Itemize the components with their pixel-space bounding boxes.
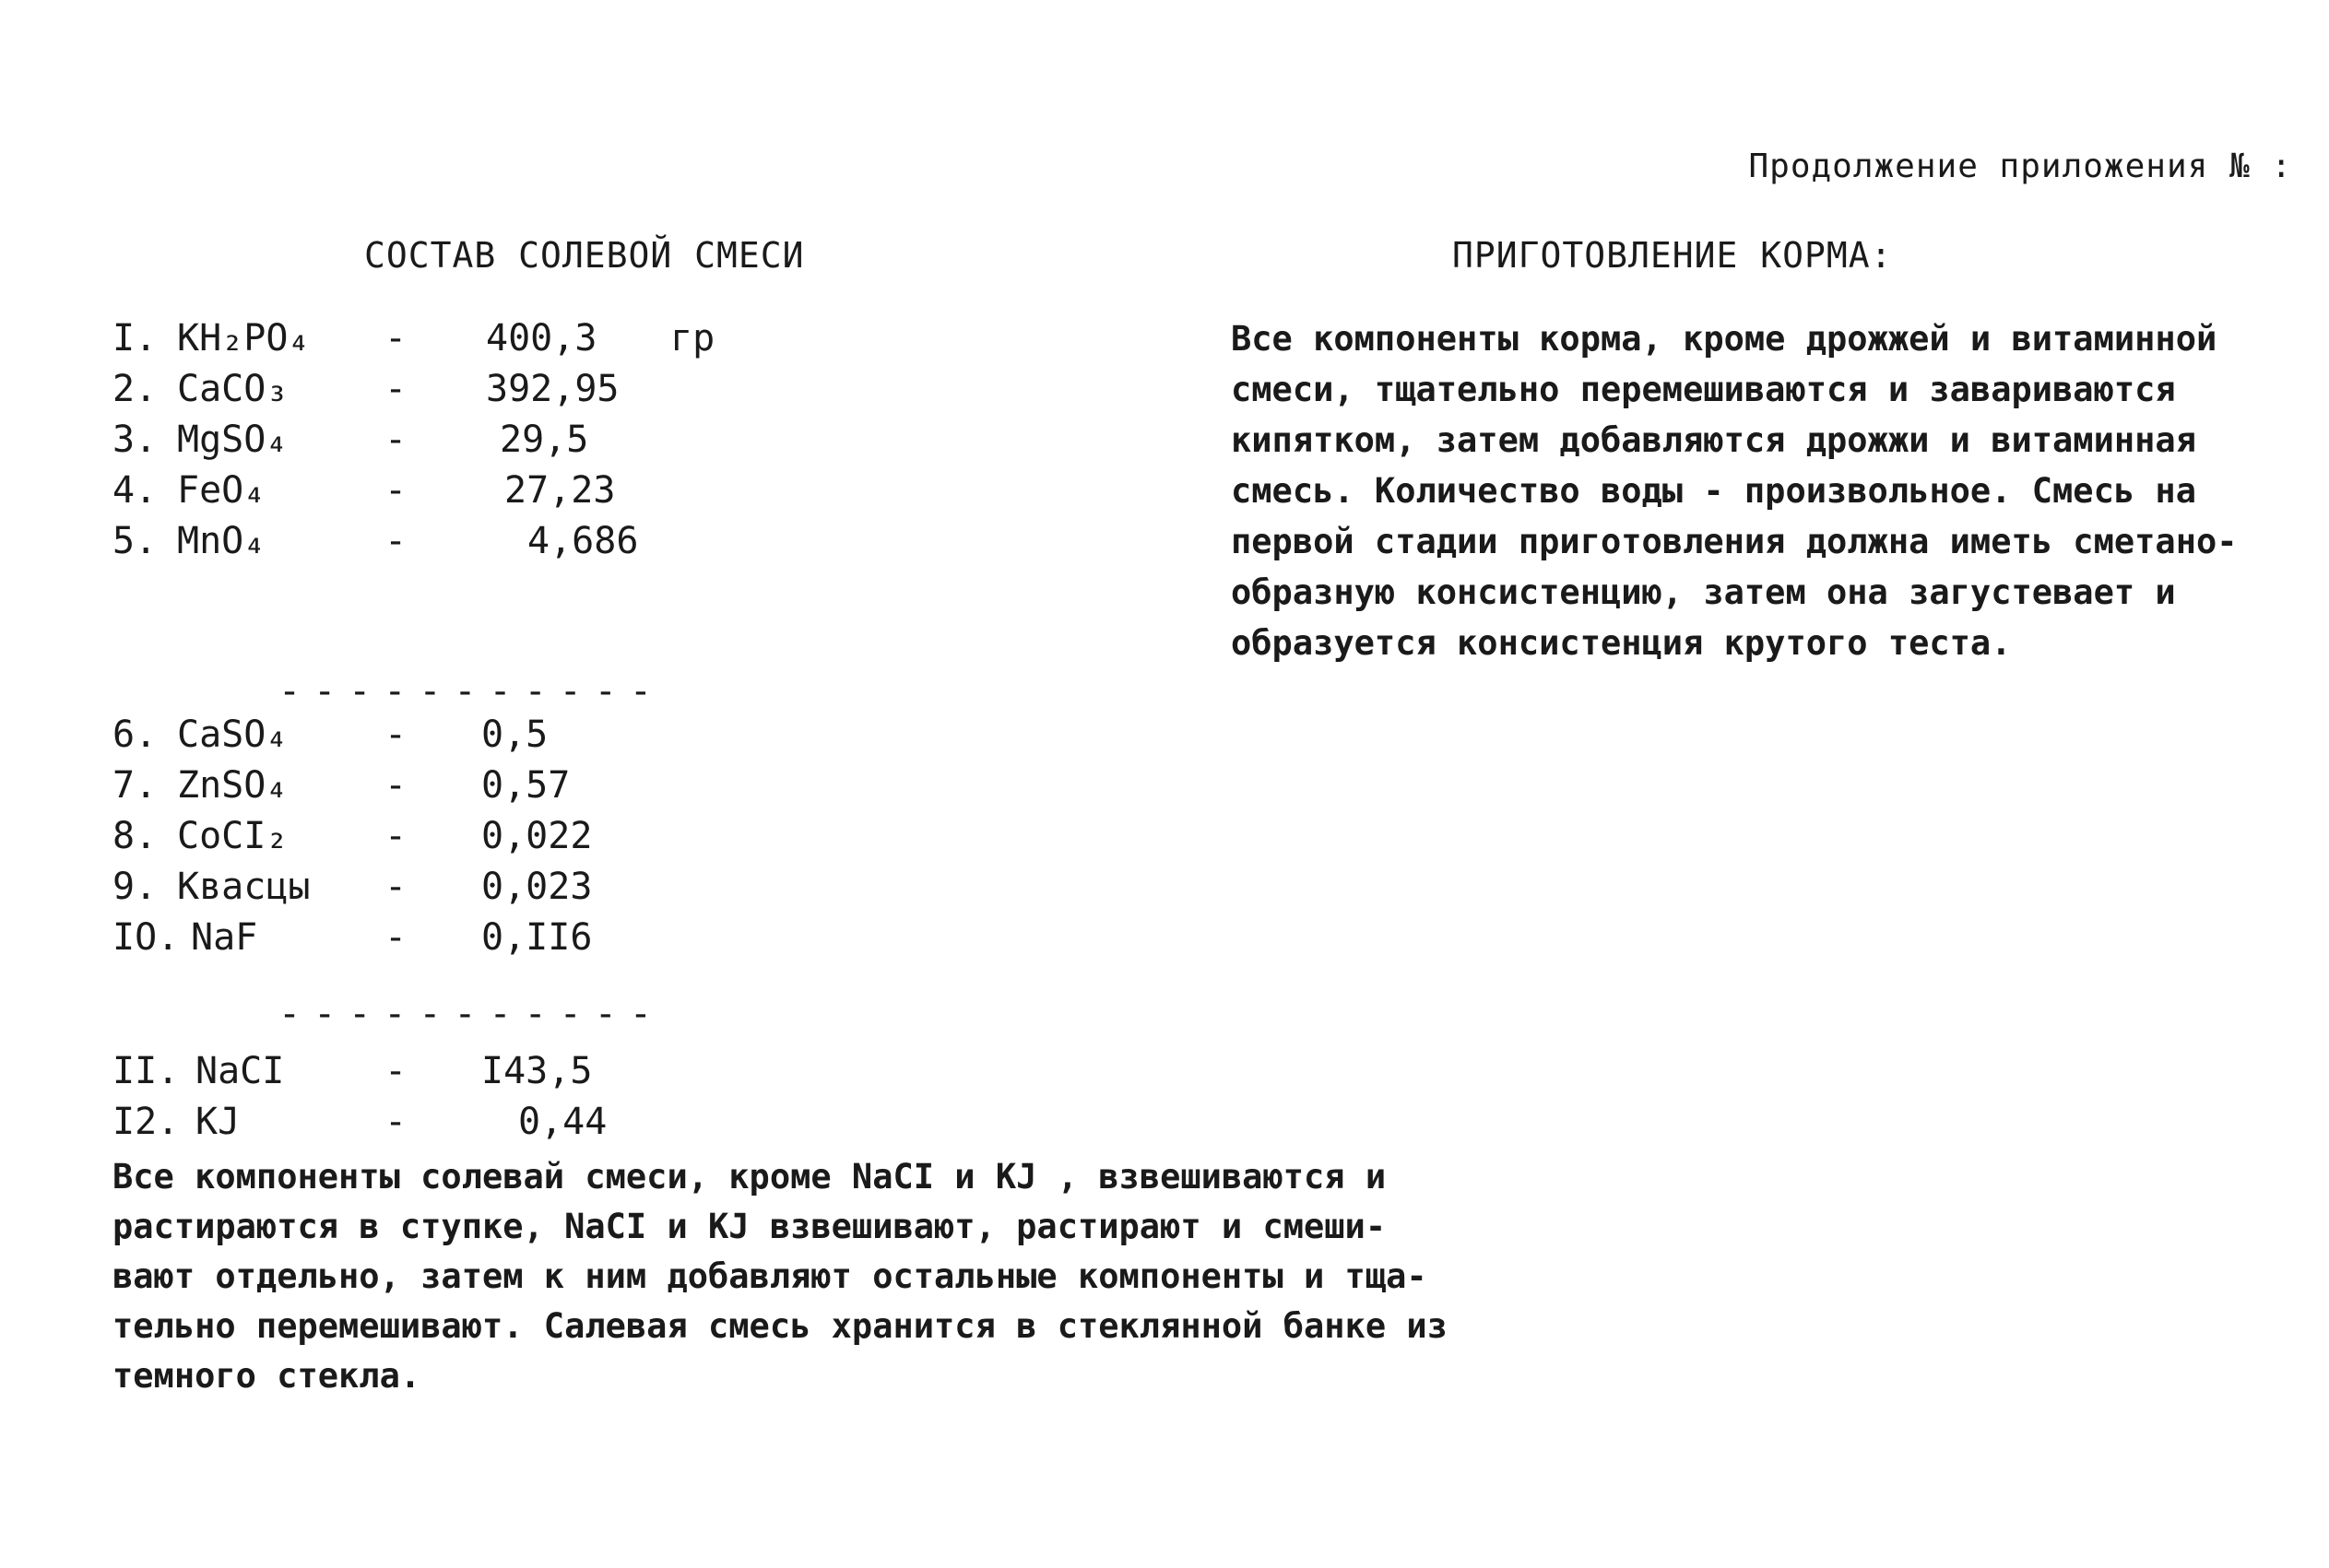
feed-line: первой стадии приготовления должна иметь сметано- [1231, 522, 2238, 561]
item-dash: - [384, 1101, 408, 1143]
salt-item [112, 466, 942, 516]
divider-line: ----------- [278, 993, 665, 1035]
item-number: 9. [112, 866, 158, 908]
salt-item [112, 811, 942, 862]
item-number: 2. [112, 368, 158, 410]
item-formula: KJ [195, 1101, 241, 1143]
item-quantity: 0,II6 [481, 916, 593, 959]
item-quantity: 27,23 [504, 469, 616, 512]
item-dash: - [384, 317, 408, 360]
feed-prep-title: ПРИГОТОВЛЕНИЕ КОРМА: [1452, 235, 1893, 276]
item-formula: MgSO₄ [177, 419, 289, 461]
item-dash: - [384, 866, 408, 908]
salt-item [112, 710, 942, 760]
salt-mix-title: СОСТАВ СОЛЕВОЙ СМЕСИ [364, 235, 805, 276]
item-formula: CaSO₄ [177, 713, 289, 756]
item-formula: NaCI [195, 1050, 285, 1092]
item-number: 8. [112, 815, 158, 857]
item-formula: FeO₄ [177, 469, 266, 512]
feed-line: образуется консистенция крутого теста. [1231, 623, 2012, 663]
item-number: II. [112, 1050, 180, 1092]
item-dash: - [384, 469, 408, 512]
item-number: 6. [112, 713, 158, 756]
salt-item [112, 516, 942, 567]
item-number: I2. [112, 1101, 180, 1143]
item-quantity: 4,686 [527, 520, 639, 562]
note-line: тельно перемешивают. Салевая смесь хранится в стеклянной банке из [112, 1306, 1448, 1346]
item-dash: - [384, 764, 408, 807]
feed-line: кипятком, затем добавляются дрожжи и витаминная [1231, 420, 2196, 460]
note-line: Все компоненты солевай смеси, кроме NaCI и KJ , взвешиваются и [112, 1157, 1387, 1197]
feed-line: смеси, тщательно перемешиваются и завариваются [1231, 370, 2176, 409]
item-number: IO. [112, 916, 180, 959]
salt-item [112, 415, 942, 466]
item-quantity: 0,44 [518, 1101, 608, 1143]
salt-item [112, 760, 942, 811]
item-formula: Квасцы [177, 866, 311, 908]
note-line: растираются в ступке, NaCI и KJ взвешивают, растирают и смеши- [112, 1207, 1387, 1246]
item-dash: - [384, 419, 408, 461]
item-formula: KH₂PO₄ [177, 317, 311, 360]
item-quantity: 0,022 [481, 815, 593, 857]
salt-item [112, 313, 942, 364]
item-dash: - [384, 1050, 408, 1092]
item-dash: - [384, 815, 408, 857]
item-quantity: I43,5 [481, 1050, 593, 1092]
item-dash: - [384, 713, 408, 756]
item-dash: - [384, 916, 408, 959]
salt-mix-instructions [112, 1152, 1459, 1401]
item-formula: NaF [191, 916, 258, 959]
item-formula: MnO₄ [177, 520, 266, 562]
item-formula: ZnSO₄ [177, 764, 289, 807]
item-quantity: 0,023 [481, 866, 593, 908]
feed-line: образную консистенцию, затем она загустевает и [1231, 572, 2176, 612]
divider-line: ----------- [278, 670, 665, 713]
note-line: темного стекла. [112, 1356, 421, 1396]
salt-item [112, 1097, 942, 1148]
item-dash: - [384, 368, 408, 410]
salt-item [112, 364, 942, 415]
item-number: I. [112, 317, 158, 360]
feed-prep-text [1231, 313, 2254, 668]
salt-item [112, 862, 942, 913]
note-line: вают отдельно, затем к ним добавляют остальные компоненты и тща- [112, 1256, 1427, 1296]
feed-line: смесь. Количество воды - произвольное. Смесь на [1231, 471, 2196, 511]
item-number: 3. [112, 419, 158, 461]
item-formula: CoCI₂ [177, 815, 289, 857]
item-quantity: 400,3 [486, 317, 597, 360]
feed-line: Все компоненты корма, кроме дрожжей и витаминной [1231, 319, 2217, 359]
salt-item [112, 913, 942, 963]
item-number: 5. [112, 520, 158, 562]
item-formula: CaCO₃ [177, 368, 289, 410]
item-number: 4. [112, 469, 158, 512]
item-quantity: 29,5 [500, 419, 589, 461]
salt-item [112, 1046, 942, 1097]
item-unit: гр [670, 317, 715, 360]
item-dash: - [384, 520, 408, 562]
item-number: 7. [112, 764, 158, 807]
item-quantity: 0,5 [481, 713, 549, 756]
salt-composition-list [112, 313, 942, 1148]
page-header: Продолжение приложения № : [1748, 147, 2292, 185]
item-quantity: 0,57 [481, 764, 571, 807]
item-quantity: 392,95 [486, 368, 620, 410]
